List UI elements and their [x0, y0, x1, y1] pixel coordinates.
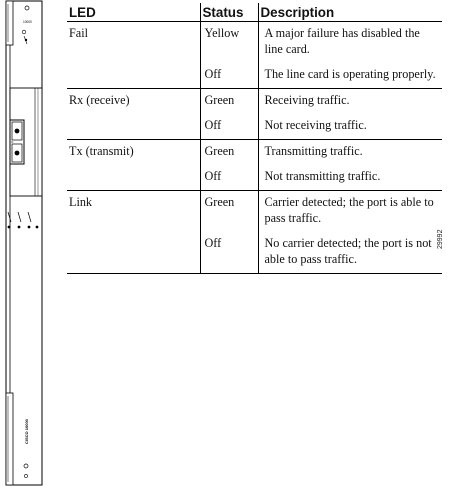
led-status-table — [67, 3, 442, 274]
led-status: Green — [200, 89, 258, 115]
led-status: Off — [200, 165, 258, 191]
panel-bottom-label: CISCO 10000 — [24, 419, 29, 444]
table-row — [67, 232, 442, 274]
line-card-front-panel — [0, 0, 48, 488]
led-name: Fail — [69, 26, 88, 40]
led-name — [67, 232, 200, 274]
led-name: Tx (transmit) — [69, 144, 134, 158]
table-row — [67, 114, 442, 140]
led-name — [67, 63, 200, 89]
led-description: Not transmitting traffic. — [258, 165, 442, 191]
led-description: The line card is operating properly. — [258, 63, 442, 89]
header-led: LED — [67, 3, 200, 22]
header-status: Status — [200, 3, 258, 22]
svg-text:O: O — [11, 140, 14, 144]
table-row — [67, 140, 442, 166]
header-description: Description — [258, 3, 442, 22]
led-description: Carrier detected; the port is able to pass traffic. — [258, 191, 442, 233]
led-description: Not receiving traffic. — [258, 114, 442, 140]
led-status: Off — [200, 63, 258, 89]
top-ejector — [6, 1, 13, 45]
table-row — [67, 89, 442, 115]
figure-id: 29992 — [437, 229, 444, 249]
table-row — [67, 165, 442, 191]
panel-top-label: 10000 — [23, 20, 32, 24]
led-name — [67, 114, 200, 140]
led-description: A major failure has disabled the line card. — [258, 22, 442, 64]
led-name: Link — [69, 195, 93, 209]
table-row — [67, 191, 442, 233]
table-row — [67, 22, 442, 64]
led-status: Green — [200, 140, 258, 166]
led-status: Yellow — [200, 22, 258, 64]
led-description: No carrier detected; the port is not able to pass traffic. — [258, 232, 442, 274]
table-header-row — [67, 3, 442, 22]
led-description: Transmitting traffic. — [258, 140, 442, 166]
led-name — [67, 165, 200, 191]
led-status: Green — [200, 191, 258, 233]
led-name: Rx (receive) — [69, 93, 130, 107]
table-row — [67, 63, 442, 89]
led-status: Off — [200, 232, 258, 274]
line-card-illustration — [0, 0, 48, 488]
led-description: Receiving traffic. — [258, 89, 442, 115]
led-status: Off — [200, 114, 258, 140]
bottom-ejector — [6, 393, 13, 485]
